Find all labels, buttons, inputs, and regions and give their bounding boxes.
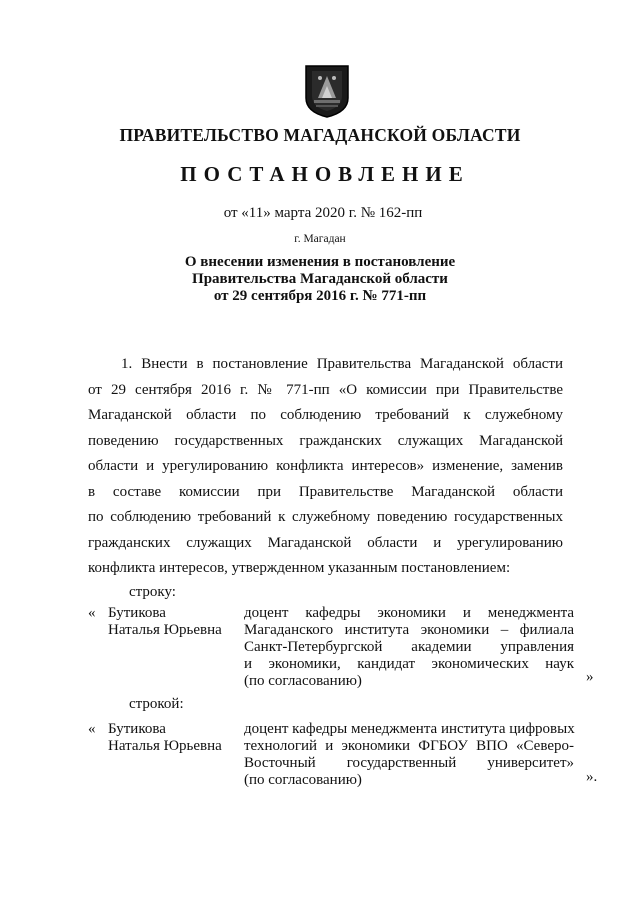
paragraph-line: по соблюдению требований к служебному поведению государственных <box>88 509 563 525</box>
paragraph-line: от 29 сентября 2016 г. № 771-пп «О комиссии при Правительстве <box>88 381 563 398</box>
paragraph-line: области и урегулированию конфликта интересов» изменение, заменив <box>88 458 563 474</box>
description-line: и экономики, кандидат экономических наук <box>244 656 574 672</box>
document-type: ПОСТАНОВЛЕНИЕ <box>180 162 470 186</box>
member-name <box>108 605 238 639</box>
date-number: от «11» марта 2020 г. № 162-пп <box>223 205 423 221</box>
description-line: Магаданского института экономики – филиала <box>244 622 574 638</box>
subject-line: О внесении изменения в постановление <box>184 254 456 270</box>
description-line: (по согласованию) <box>244 772 362 788</box>
paragraph-line: 1. Внести в постановление Правительства Магаданской области <box>121 356 563 372</box>
description-line: доцент кафедры менеджмента института цифровых <box>244 721 575 737</box>
paragraph-line: поведению государственных гражданских служащих Магаданской <box>88 432 563 449</box>
description-line: Санкт-Петербургской академии управления <box>244 639 574 655</box>
city: г. Магадан <box>294 233 346 245</box>
member-description <box>244 605 574 690</box>
description-line: технологий и экономики ФГБОУ ВПО «Северо- <box>244 738 574 754</box>
description-line: (по согласованию) <box>244 673 362 689</box>
close-quote: ». <box>586 769 598 785</box>
description-line: Восточный государственный университет» <box>244 755 574 771</box>
replace-to-label: строкой: <box>129 696 184 712</box>
subject-line: от 29 сентября 2016 г. № 771-пп <box>213 288 427 304</box>
government-title: ПРАВИТЕЛЬСТВО МАГАДАНСКОЙ ОБЛАСТИ <box>119 125 521 145</box>
close-quote: » <box>586 669 594 685</box>
paragraph-line: гражданских служащих Магаданской области и урегулированию <box>88 534 563 551</box>
paragraph-line: в составе комиссии при Правительстве Магаданской области <box>88 483 563 500</box>
coat-of-arms-emblem <box>304 64 350 118</box>
subject-line: Правительства Магаданской области <box>192 271 448 287</box>
member-given-names: Наталья Юрьевна <box>108 738 222 754</box>
replaced-member-row <box>88 605 608 705</box>
member-name <box>108 721 238 755</box>
paragraph-line: конфликта интересов, утвержденном указанным постановлением: <box>88 560 511 576</box>
member-description <box>244 721 574 789</box>
member-surname: Бутикова <box>108 605 166 621</box>
open-quote: « <box>88 721 96 737</box>
new-member-row <box>88 721 608 801</box>
document-subject <box>0 254 640 305</box>
open-quote: « <box>88 605 96 621</box>
paragraph-1 <box>88 352 563 582</box>
paragraph-line: Магаданской области по соблюдению требований к служебному <box>88 407 563 423</box>
member-surname: Бутикова <box>108 721 166 737</box>
replace-from-label: строку: <box>129 584 176 600</box>
description-line: доцент кафедры экономики и менеджмента <box>244 605 574 621</box>
member-given-names: Наталья Юрьевна <box>108 622 222 638</box>
